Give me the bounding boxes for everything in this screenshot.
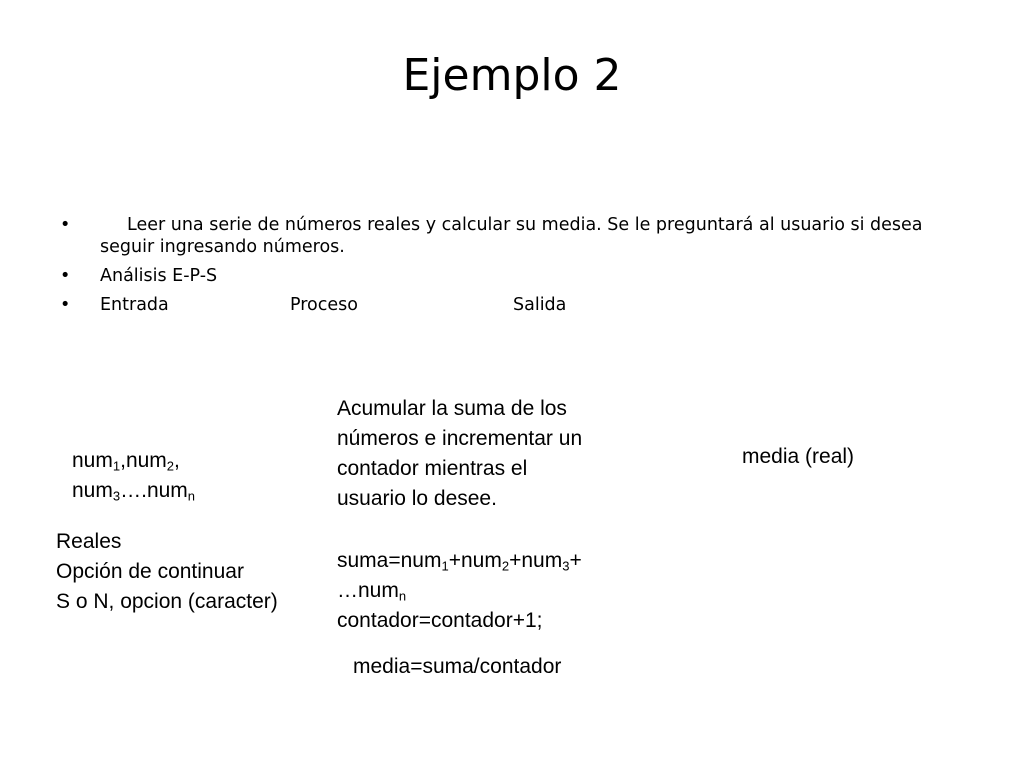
var-subscript: n: [187, 488, 196, 504]
proceso-formulas: [337, 546, 582, 636]
slide-title: Ejemplo 2: [402, 50, 622, 101]
proceso-description-line: números e incrementar un: [337, 427, 583, 450]
formula-text: …num: [337, 579, 399, 602]
formula-subscript: 2: [501, 558, 510, 574]
formula-subscript: 3: [562, 558, 570, 574]
bullet-analysis: [60, 265, 960, 287]
formula-text: suma=num: [337, 549, 442, 572]
suma-formula-line-2: [337, 576, 582, 606]
contador-formula: contador=contador+1;: [337, 609, 543, 632]
entrada-variables: [72, 446, 195, 506]
bullet-marker: •: [60, 295, 71, 315]
formula-subscript: n: [398, 588, 407, 604]
var-text: num: [72, 479, 113, 502]
formula-subscript: 1: [441, 558, 449, 574]
entrada-types: [56, 527, 278, 617]
entrada-type-line: Reales: [56, 530, 122, 553]
proceso-description-line: usuario lo desee.: [337, 487, 497, 510]
bullet-eps-headers: [60, 294, 960, 316]
bullet-list: [60, 214, 960, 323]
column-header-entrada: Entrada: [100, 295, 169, 315]
var-text: ….num: [120, 479, 188, 502]
entrada-type-line: Opción de continuar: [56, 560, 244, 583]
analysis-text: Análisis E-P-S: [100, 266, 218, 286]
proceso-description-line: Acumular la suma de los: [337, 397, 567, 420]
proceso-description-line: contador mientras el: [337, 457, 528, 480]
var-text: num: [72, 449, 113, 472]
bullet-marker: •: [60, 266, 71, 286]
var-subscript: 1: [112, 458, 121, 474]
formula-text: +num: [509, 549, 563, 572]
column-header-proceso: Proceso: [290, 295, 358, 315]
entrada-variables-line-1: [72, 446, 195, 476]
bullet-problem-statement: [60, 214, 960, 258]
suma-formula-line-1: [337, 546, 582, 576]
formula-text: +num: [448, 549, 502, 572]
salida-media: media (real): [742, 445, 855, 468]
var-subscript: 2: [166, 458, 175, 474]
entrada-variables-line-2: [72, 476, 195, 506]
entrada-type-line: S o N, opcion (caracter): [56, 590, 278, 613]
column-header-salida: Salida: [513, 295, 567, 315]
bullet-marker: •: [60, 215, 71, 235]
media-formula: media=suma/contador: [353, 655, 562, 678]
var-text: ,: [174, 449, 180, 472]
var-text: ,num: [120, 449, 167, 472]
var-subscript: 3: [112, 488, 121, 504]
formula-text: +: [569, 549, 582, 572]
proceso-description: [337, 394, 582, 514]
problem-statement-text: Leer una serie de números reales y calcular su media. Se le preguntará al usuario si desea seguir ingresando números.: [100, 215, 923, 257]
